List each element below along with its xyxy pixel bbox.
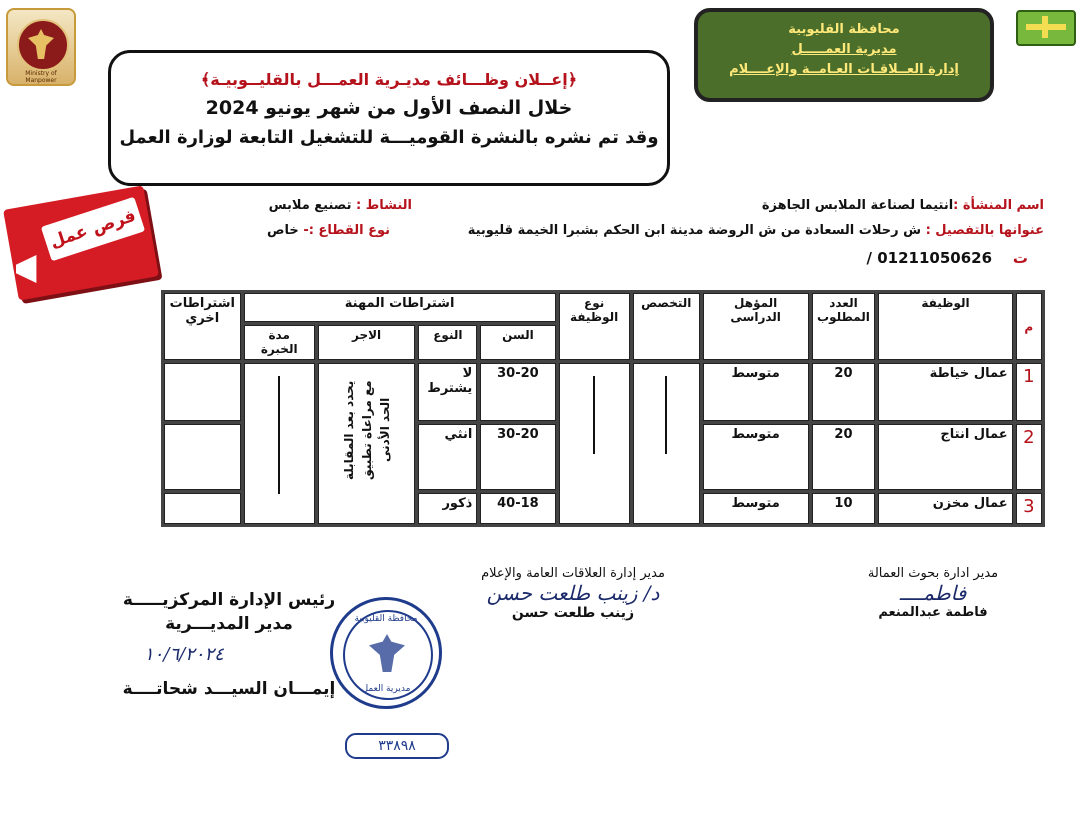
seal-number: ٣٣٨٩٨	[345, 733, 449, 759]
director-date: ١٠/٦/٢٠٢٤	[144, 644, 224, 665]
row-qualification: متوسط	[703, 424, 809, 490]
experience-cell	[244, 363, 315, 524]
pr-name: زينب طلعت حسن	[511, 605, 635, 621]
row-job: عمال مخزن	[878, 493, 1012, 524]
header-specialty: التخصص	[633, 293, 700, 360]
row-job: عمال خياطة	[878, 363, 1012, 421]
header-profession-conditions: اشتراطات المهنة	[244, 293, 556, 322]
signature-director	[104, 590, 354, 699]
governorate-name: محافظة القليوبية	[788, 22, 900, 37]
directorate-name: مديرية العمـــــل	[791, 42, 897, 57]
row-gender: لا يشترط	[418, 363, 477, 421]
row-age: 40-18	[480, 493, 555, 524]
activity-line	[269, 198, 412, 213]
job-opportunities-badge	[0, 183, 170, 318]
table-header-row	[164, 293, 1042, 322]
address-label: عنوانها بالتفصيل :	[925, 223, 1044, 238]
header-job: الوظيفة	[878, 293, 1012, 360]
signature-research	[848, 566, 1018, 620]
row-count: 10	[812, 493, 876, 524]
table-row	[164, 363, 1042, 421]
activity-value: تصنيع ملابس	[268, 198, 352, 213]
row-job: عمال انتاج	[878, 424, 1012, 490]
company-name-line	[762, 198, 1044, 213]
address-value: ش رحلات السعادة من ش الروضة مدينة ابن الحكم بشبرا الخيمة قليوبية	[467, 223, 922, 238]
header-salary: الاجر	[318, 325, 416, 360]
announcement-title: ﴿إعــلان وظـــائف مديـرية العمـــل بالقليــوبيـة﴾	[200, 70, 578, 89]
sector-line	[267, 223, 390, 238]
row-qualification: متوسط	[703, 363, 809, 421]
signature-pr	[448, 566, 698, 621]
jobs-table	[161, 290, 1045, 527]
row-age: 30-20	[480, 424, 555, 490]
department-name: إدارة العــلاقـات العـامــة والإعــــلام	[729, 62, 959, 77]
phone-label: ت	[1012, 249, 1028, 267]
ministry-logo: Ministry of Manpower	[6, 8, 76, 86]
job-type-cell	[559, 363, 630, 524]
company-name-label: اسم المنشأة :	[953, 198, 1044, 213]
row-number: 3	[1016, 493, 1042, 524]
row-qualification: متوسط	[703, 493, 809, 524]
sector-value: خاص	[267, 223, 299, 238]
announcement-period: خلال النصف الأول من شهر يونيو 2024	[205, 97, 573, 119]
research-name: فاطمة عبدالمنعم	[878, 605, 988, 620]
header-count: العدد المطلوب	[812, 293, 876, 360]
director-title-2: مدير المديـــرية	[165, 614, 293, 634]
row-gender: انثي	[418, 424, 477, 490]
activity-label: النشاط :	[356, 198, 412, 213]
director-title-1: رئيس الإدارة المركزيـــــة	[122, 590, 336, 610]
badge-label: فرص عمل	[41, 197, 145, 262]
announcement-source: وقد تم نشره بالنشرة القوميـــة للتشغيل التابعة لوزارة العمل	[119, 127, 659, 148]
pr-title: مدير إدارة العلاقات العامة والإعلام	[481, 566, 665, 581]
header-experience: مدة الخبرة	[244, 325, 315, 360]
specialty-cell	[633, 363, 700, 524]
company-name-value: انتيما لصناعة الملابس الجاهزة	[761, 198, 954, 213]
announcement-box	[108, 50, 670, 186]
other-conditions-cell	[164, 493, 241, 524]
salary-cell	[318, 363, 416, 524]
pr-signature: د/ زينب طلعت حسن	[486, 581, 660, 605]
header-other-conditions: اشتراطات اخري	[164, 293, 241, 360]
phone-value: 01211050626 /	[866, 249, 993, 267]
row-number: 2	[1016, 424, 1042, 490]
row-count: 20	[812, 424, 876, 490]
research-title: مدير ادارة بحوث العمالة	[867, 566, 999, 581]
phone-line	[867, 249, 1028, 267]
row-age: 30-20	[480, 363, 555, 421]
other-conditions-cell	[164, 424, 241, 490]
header-gender: النوع	[418, 325, 477, 360]
official-seal: محافظة القليوبية مديرية العمل	[330, 597, 442, 709]
header-m: م	[1016, 293, 1042, 360]
header-qualification: المؤهل الدراسى	[703, 293, 809, 360]
sector-label: نوع القطاع :-	[303, 223, 390, 238]
director-name: إيمـــان السيـــد شحاتــــة	[122, 679, 336, 699]
row-count: 20	[812, 363, 876, 421]
governorate-logo	[1016, 10, 1076, 46]
row-gender: ذكور	[418, 493, 477, 524]
salary-note: يحدد بعد المقابلة مع مراعاة تطبيق الحد الأدنى	[341, 380, 392, 480]
research-signature: فاطمــــ	[899, 581, 967, 605]
other-conditions-cell	[164, 363, 241, 421]
header-job-type: نوع الوظيفة	[559, 293, 630, 360]
header-age: السن	[480, 325, 555, 360]
governorate-box	[694, 8, 994, 102]
address-line	[468, 223, 1044, 238]
row-number: 1	[1016, 363, 1042, 421]
